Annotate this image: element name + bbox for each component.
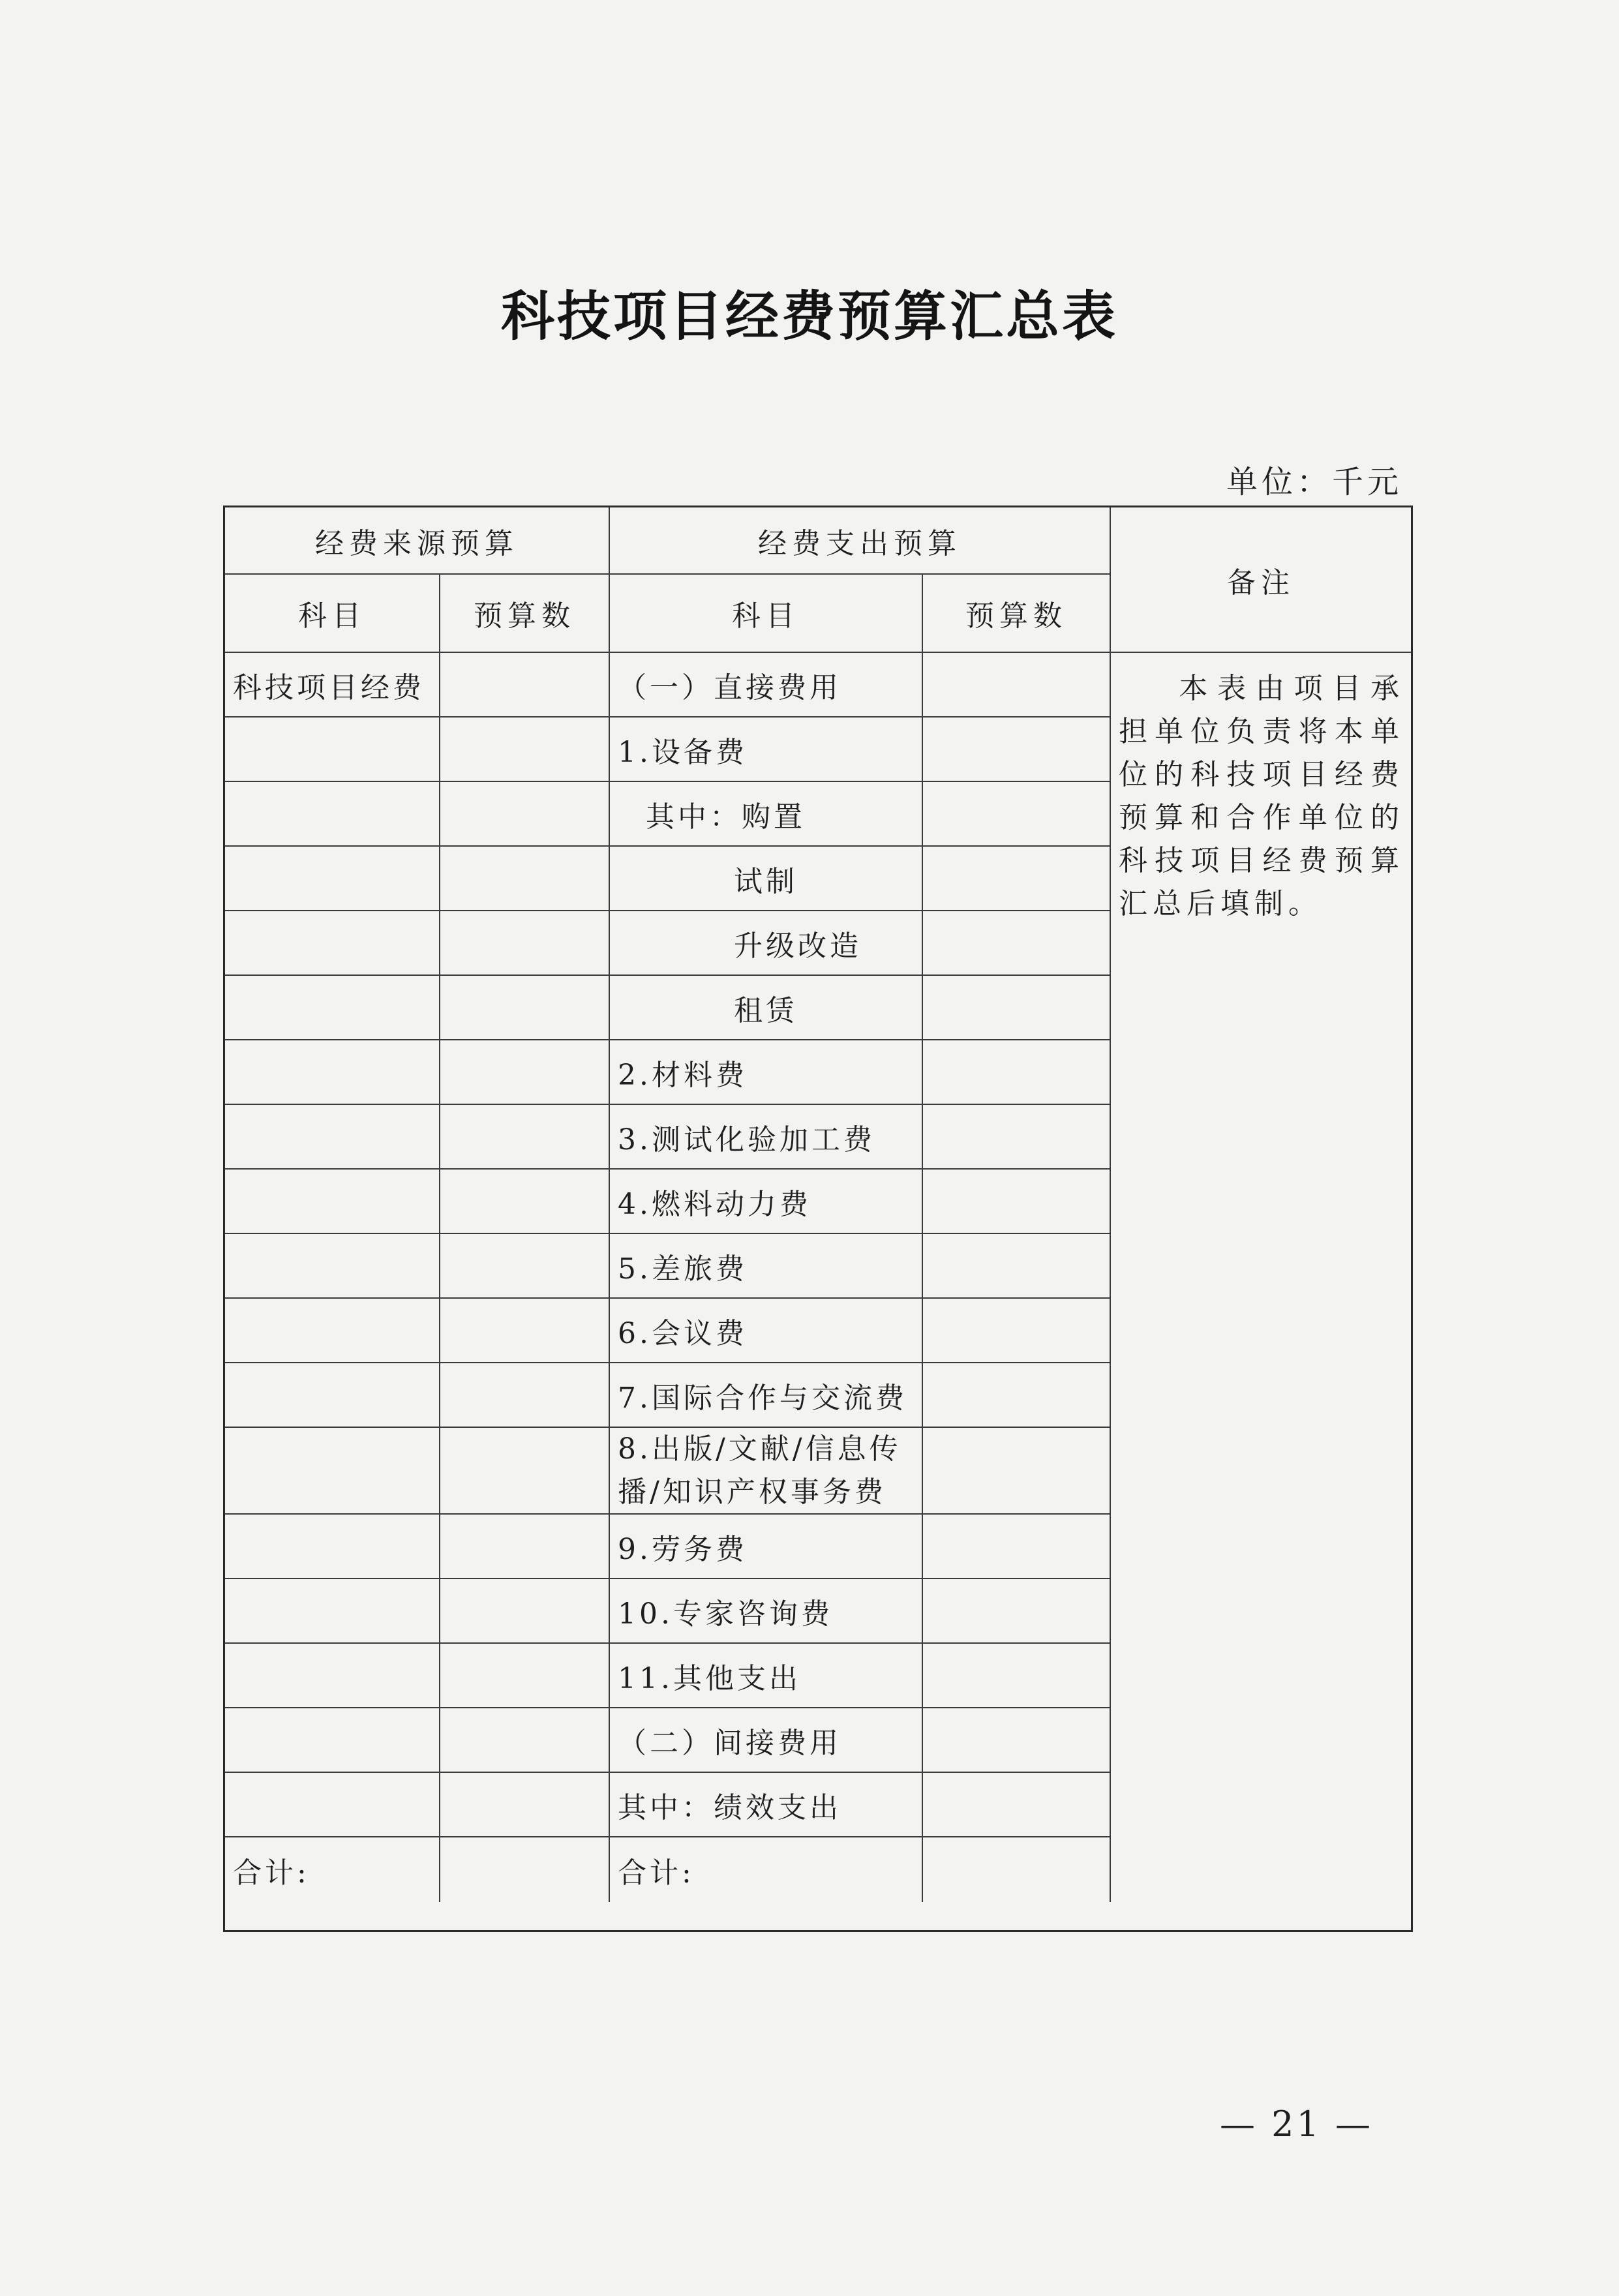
expense-subject-cell: 4.燃料动力费 <box>610 1170 923 1234</box>
budget-table <box>223 506 1413 1932</box>
expense-subject-cell: 租赁 <box>610 976 923 1040</box>
source-subject-cell[interactable] <box>225 847 440 911</box>
expense-budget-cell[interactable] <box>923 1299 1111 1363</box>
source-subject-cell[interactable] <box>225 1708 440 1773</box>
expense-total-label: 合计: <box>610 1837 923 1902</box>
expense-total-value[interactable] <box>923 1837 1111 1902</box>
source-budget-cell[interactable] <box>440 911 610 976</box>
source-subject-cell[interactable] <box>225 976 440 1040</box>
expense-subject-cell: 3.测试化验加工费 <box>610 1105 923 1170</box>
expense-subject-cell: 10.专家咨询费 <box>610 1579 923 1644</box>
expense-budget-cell[interactable] <box>923 1363 1111 1428</box>
expense-subject-cell: 11.其他支出 <box>610 1644 923 1708</box>
source-subject-cell[interactable] <box>225 1515 440 1579</box>
source-subject-cell[interactable] <box>225 1299 440 1363</box>
page-number: — 21 — <box>1220 2104 1374 2145</box>
source-subject-cell[interactable] <box>225 1170 440 1234</box>
remark-header: 备注 <box>1111 507 1411 653</box>
expense-budget-cell[interactable] <box>923 911 1111 976</box>
source-budget-cell[interactable] <box>440 1579 610 1644</box>
expense-subject-cell: 8.出版/文献/信息传播/知识产权事务费 <box>610 1428 923 1515</box>
source-total-label: 合计: <box>225 1837 440 1902</box>
expense-budget-cell[interactable] <box>923 1579 1111 1644</box>
source-subject-cell[interactable] <box>225 1579 440 1644</box>
source-subject-cell[interactable] <box>225 718 440 782</box>
source-budget-cell[interactable] <box>440 1170 610 1234</box>
remark-text: 本表由项目承担单位负责将本单位的科技项目经费预算和合作单位的科技项目经费预算汇总后填制。 <box>1119 672 1404 920</box>
source-subject-cell[interactable] <box>225 1234 440 1299</box>
source-budget-cell[interactable] <box>440 1644 610 1708</box>
expense-budget-header: 预算数 <box>923 575 1111 653</box>
page-title: 科技项目经费预算汇总表 <box>500 285 1118 348</box>
source-budget-cell[interactable] <box>440 1708 610 1773</box>
expense-budget-cell[interactable] <box>923 1644 1111 1708</box>
source-subject-cell[interactable] <box>225 1363 440 1428</box>
expense-header: 经费支出预算 <box>610 507 1111 575</box>
source-subject-cell[interactable] <box>225 1040 440 1105</box>
source-budget-cell[interactable] <box>440 718 610 782</box>
expense-budget-cell[interactable] <box>923 1515 1111 1579</box>
expense-subject-cell: 9.劳务费 <box>610 1515 923 1579</box>
expense-budget-cell[interactable] <box>923 718 1111 782</box>
source-budget-cell[interactable] <box>440 1363 610 1428</box>
expense-subject-cell: 2.材料费 <box>610 1040 923 1105</box>
source-budget-cell[interactable] <box>440 1299 610 1363</box>
source-header: 经费来源预算 <box>225 507 610 575</box>
expense-budget-cell[interactable] <box>923 653 1111 718</box>
source-budget-cell[interactable] <box>440 847 610 911</box>
expense-subject-cell: 升级改造 <box>610 911 923 976</box>
expense-budget-cell[interactable] <box>923 1040 1111 1105</box>
expense-budget-cell[interactable] <box>923 782 1111 847</box>
expense-subject-cell: （一）直接费用 <box>610 653 923 718</box>
source-subject-cell[interactable] <box>225 1428 440 1515</box>
source-subject-cell[interactable] <box>225 1644 440 1708</box>
expense-subject-header: 科目 <box>610 575 923 653</box>
source-subject-cell[interactable] <box>225 782 440 847</box>
expense-subject-cell: 7.国际合作与交流费 <box>610 1363 923 1428</box>
expense-budget-cell[interactable] <box>923 976 1111 1040</box>
expense-subject-cell: （二）间接费用 <box>610 1708 923 1773</box>
expense-subject-cell: 1.设备费 <box>610 718 923 782</box>
source-budget-cell[interactable] <box>440 1428 610 1515</box>
expense-budget-cell[interactable] <box>923 847 1111 911</box>
source-subject-cell[interactable] <box>225 1773 440 1837</box>
source-budget-cell[interactable] <box>440 1515 610 1579</box>
expense-subject-cell: 试制 <box>610 847 923 911</box>
source-budget-cell[interactable] <box>440 976 610 1040</box>
expense-budget-cell[interactable] <box>923 1773 1111 1837</box>
source-budget-header: 预算数 <box>440 575 610 653</box>
expense-budget-cell[interactable] <box>923 1708 1111 1773</box>
source-subject-cell[interactable] <box>225 1105 440 1170</box>
source-budget-cell[interactable] <box>440 653 610 718</box>
source-budget-cell[interactable] <box>440 1234 610 1299</box>
expense-budget-cell[interactable] <box>923 1105 1111 1170</box>
expense-subject-cell: 其中：绩效支出 <box>610 1773 923 1837</box>
source-budget-cell[interactable] <box>440 1105 610 1170</box>
source-budget-cell[interactable] <box>440 782 610 847</box>
expense-subject-cell: 5.差旅费 <box>610 1234 923 1299</box>
source-subject-cell: 科技项目经费 <box>225 653 440 718</box>
expense-subject-cell: 其中：购置 <box>610 782 923 847</box>
source-total-value[interactable] <box>440 1837 610 1902</box>
expense-subject-cell: 6.会议费 <box>610 1299 923 1363</box>
source-subject-header: 科目 <box>225 575 440 653</box>
expense-budget-cell[interactable] <box>923 1234 1111 1299</box>
expense-budget-cell[interactable] <box>923 1428 1111 1515</box>
source-subject-cell[interactable] <box>225 911 440 976</box>
unit-label: 单位：千元 <box>1226 464 1403 500</box>
source-budget-cell[interactable] <box>440 1040 610 1105</box>
expense-budget-cell[interactable] <box>923 1170 1111 1234</box>
source-budget-cell[interactable] <box>440 1773 610 1837</box>
